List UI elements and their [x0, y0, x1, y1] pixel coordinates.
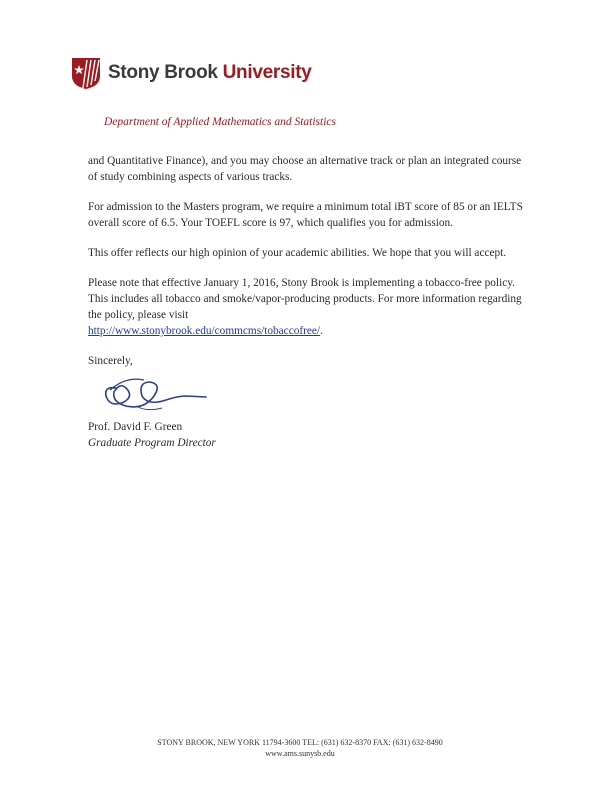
brand-suffix: University — [222, 62, 312, 83]
tobacco-policy-link[interactable]: http://www.stonybrook.edu/commcms/tobaccofree/ — [88, 324, 321, 337]
letter-footer — [0, 737, 600, 759]
paragraph-tracks: and Quantitative Finance), and you may choose an alternative track or plan an integrated course of study combining aspects of various tracks. — [88, 155, 522, 183]
tobacco-policy-text: Please note that effective January 1, 2016, Stony Brook is implementing a tobacco-free policy. This includes all tobacco and smoke/vapor-producing products. For more information regarding the policy, please visit — [88, 277, 522, 322]
paragraph-admission: For admission to the Masters program, we require a minimum total iBT score of 85 or an IELTS overall score of 6.5. Your TOEFL score is 97, which qualifies you for admission. — [88, 201, 523, 229]
stony-brook-logo-icon — [70, 56, 102, 90]
brand-name: Stony Brook — [108, 62, 218, 83]
signer-name: Prof. David F. Green — [88, 421, 183, 433]
letterhead — [70, 56, 312, 90]
closing: Sincerely, — [88, 355, 133, 368]
tobacco-link-period: . — [320, 324, 323, 337]
footer-website: www.ams.sunysb.edu — [265, 749, 335, 758]
paragraph-tobacco — [88, 276, 528, 339]
department-name: Department of Applied Mathematics and Statistics — [104, 116, 336, 128]
signer-block — [88, 420, 216, 452]
letter-body — [88, 154, 528, 384]
signer-title: Graduate Program Director — [88, 436, 216, 449]
handwritten-signature — [96, 366, 216, 416]
footer-address: STONY BROOK, NEW YORK 11794-3600 TEL: (631) 632-8370 FAX: (631) 632-8490 — [157, 738, 443, 747]
university-wordmark — [108, 62, 312, 84]
paragraph-offer: This offer reflects our high opinion of your academic abilities. We hope that you will accept. — [88, 247, 507, 260]
